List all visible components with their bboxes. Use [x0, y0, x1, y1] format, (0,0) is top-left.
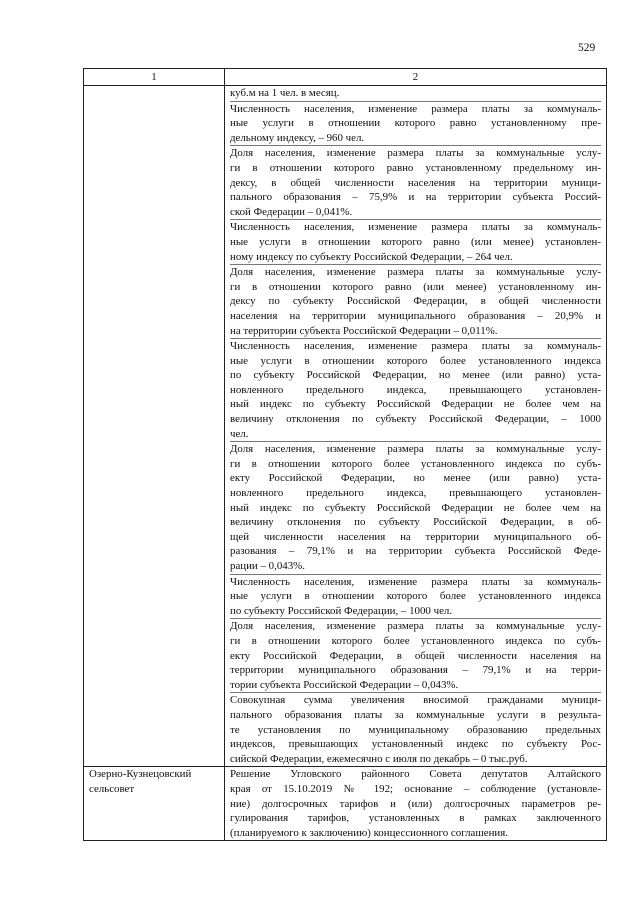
paragraph-line: дексу, в общей численности населения на территории муници- — [230, 176, 601, 189]
paragraph-line: ные услуги в отношении которого равно (или менее) установлен- — [230, 235, 601, 248]
paragraph-line: Доля населения, изменение размера платы за коммунальные услу- — [230, 443, 601, 456]
paragraph-line: ные услуги в отношении которого равно установленному пре- — [230, 117, 601, 130]
paragraph-line: ги в отношении которого более установленного индекса по субъ- — [230, 457, 601, 470]
paragraph-line: ный индекс по субъекту Российской Федерации не более чем на — [230, 398, 601, 411]
paragraph-line: величину отклонения по субъекту Российской Федерации, – 1000 — [230, 413, 601, 426]
description-cell — [225, 767, 607, 841]
paragraph-line: сийской Федерации, ежемесячно с июля по декабрь – 0 тыс.руб. — [230, 752, 528, 765]
paragraph — [230, 767, 601, 840]
paragraph-line: Совокупная сумма увеличения вносимой гражданами муници- — [230, 694, 601, 707]
paragraph-line: куб.м на 1 чел. в месяц. — [230, 87, 340, 99]
paragraph-line: гулирования тарифов, установленных в рамках заключенного — [230, 812, 601, 825]
paragraph-line: Численность населения, изменение размера платы за коммуналь- — [230, 102, 601, 115]
paragraph-line: индексов, превышающих установленный индекс по субъекту Рос- — [230, 738, 601, 751]
paragraph-line: Доля населения, изменение размера платы за коммунальные услу- — [230, 147, 601, 160]
paragraph-line: разования – 79,1% и на территории субъекта Российской Феде- — [230, 545, 601, 558]
paragraph-line: по субъекту Российской Федерации, но менее (или равно) уста- — [230, 369, 601, 382]
paragraph-line: территории муниципального образования – 79,1% и на терри- — [230, 664, 601, 677]
paragraph-line: новленного предельного индекса, превышающего установлен- — [230, 383, 601, 396]
paragraph-line: екту Российской Федерации, но менее (или равно) уста- — [230, 472, 601, 485]
paragraph-line: пального образования платы за коммунальные услуги в результа- — [230, 708, 601, 721]
paragraph — [230, 102, 601, 147]
column-header-2: 2 — [225, 69, 607, 86]
paragraph — [230, 146, 601, 220]
municipality-name-line: сельсовет — [89, 782, 135, 795]
paragraph-line: ги в отношении которого более установленного индекса по субъ- — [230, 634, 601, 647]
table-row — [84, 86, 607, 767]
paragraph — [230, 619, 601, 693]
paragraph-line: величину отклонения по субъекту Российской Федерации, в об- — [230, 516, 601, 529]
paragraph — [230, 693, 601, 766]
paragraph-line: ние) долгосрочных тарифов и (или) долгосрочных параметров ре- — [230, 797, 601, 810]
paragraph-line: Численность населения, изменение размера платы за коммуналь- — [230, 221, 601, 234]
paragraph-line: ные услуги в отношении которого более установленного индекса — [230, 354, 601, 367]
paragraph — [230, 220, 601, 265]
column-header-1: 1 — [84, 69, 225, 86]
paragraph-line: Доля населения, изменение размера платы за коммунальные услу- — [230, 620, 601, 633]
paragraph-line: по субъекту Российской Федерации, – 1000 чел. — [230, 604, 453, 617]
paragraph-line: населения на территории муниципального образования – 20,9% и — [230, 309, 601, 322]
paragraph-line: Решение Угловского районного Совета депутатов Алтайского — [230, 768, 601, 781]
table-row — [84, 767, 607, 841]
paragraph-line: тории субъекта Российской Федерации – 0,043%. — [230, 678, 459, 691]
municipality-name-line: Озерно-Кузнецовский — [89, 768, 192, 781]
paragraph-line: на территории субъекта Российской Федерации – 0,011%. — [230, 324, 498, 337]
municipality-cell — [84, 86, 225, 767]
paragraph-line: пального образования – 75,9% и на территории субъекта Россий- — [230, 191, 601, 204]
paragraph — [230, 442, 601, 574]
paragraph-line: Численность населения, изменение размера платы за коммуналь- — [230, 575, 601, 588]
paragraph-line: ные услуги в отношении которого более установленного индекса — [230, 590, 601, 603]
paragraph-line: края от 15.10.2019 № 192; основание – соблюдение (установле- — [230, 782, 601, 795]
paragraph-line: ный индекс по субъекту Российской Федерации не более чем на — [230, 501, 601, 514]
paragraph-line: щей численности населения на территории муниципального об- — [230, 530, 601, 543]
paragraph — [230, 575, 601, 620]
paragraph-line: Доля населения, изменение размера платы за коммунальные услу- — [230, 266, 601, 279]
paragraph-line: ному индексу по субъекту Российской Федерации, – 264 чел. — [230, 250, 513, 263]
paragraph — [230, 265, 601, 339]
paragraph-line: Численность населения, изменение размера платы за коммуналь- — [230, 340, 601, 353]
paragraph — [230, 339, 601, 442]
paragraph — [230, 86, 601, 102]
page-number: 529 — [578, 42, 596, 54]
paragraph-line: ги в отношении которого равно (или менее) установленному ин- — [230, 280, 601, 293]
paragraph-line: новленного предельного индекса, превышающего установлен- — [230, 487, 601, 500]
paragraph-line: (планируемого к заключению) концессионного соглашения. — [230, 826, 508, 839]
paragraph-line: ги в отношении которого равно установленному предельному ин- — [230, 161, 601, 174]
paragraph-line: екту Российской Федерации, в общей численности населения на — [230, 649, 601, 662]
document-table — [83, 68, 607, 841]
paragraph-line: рации – 0,043%. — [230, 560, 305, 572]
paragraph-line: дельному индексу, – 960 чел. — [230, 131, 365, 144]
paragraph-line: чел. — [230, 427, 249, 440]
paragraph-line: те установления по муниципальному образованию предельных — [230, 723, 601, 736]
table-header-row — [84, 69, 607, 86]
municipality-cell — [84, 767, 225, 841]
description-cell — [225, 86, 607, 767]
paragraph-line: ской Федерации – 0,041%. — [230, 205, 353, 218]
paragraph-line: дексу по субъекту Российской Федерации, в общей численности — [230, 295, 601, 308]
